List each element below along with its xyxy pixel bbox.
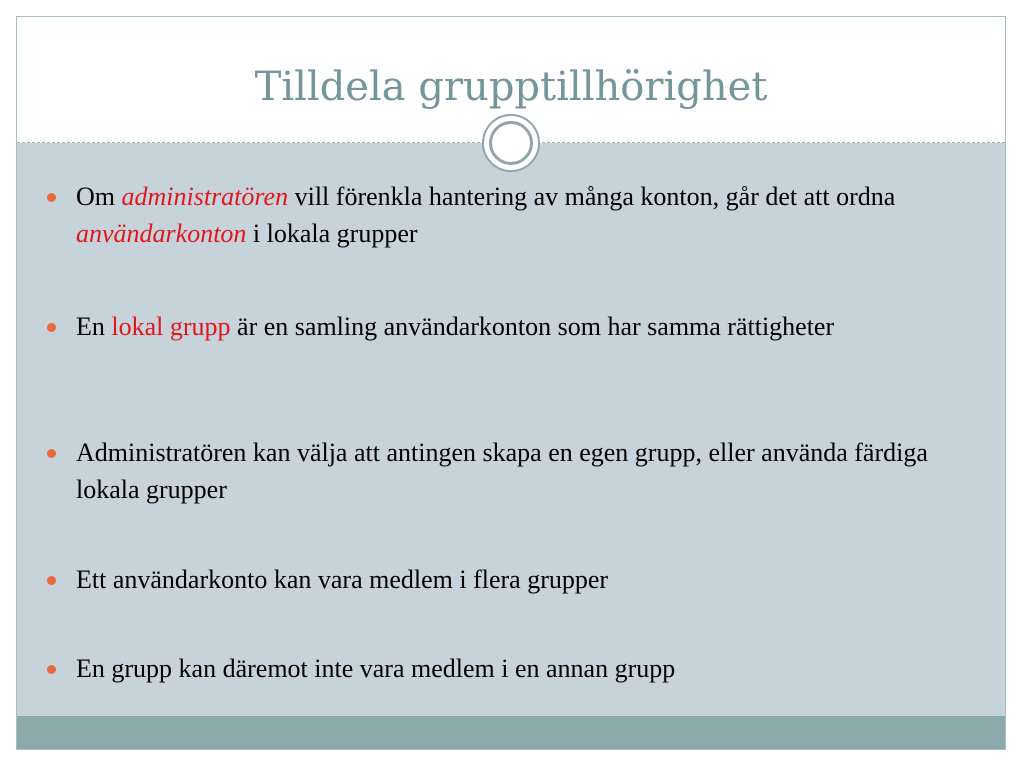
text-run: är en samling användarkonton som har samma rättigheter <box>230 312 835 341</box>
text-run: En <box>76 312 112 341</box>
bullet-dot-icon <box>47 665 56 674</box>
emphasis-run: lokal grupp <box>111 312 231 341</box>
bullet-text: Ett användarkonto kan vara medlem i flera grupper <box>76 565 609 594</box>
bullet-text: Administratören kan välja att antingen skapa en egen grupp, eller använda färdiga lokala grupper <box>76 438 928 504</box>
slide-title: Tilldela grupptillhörighet <box>254 64 768 110</box>
bullet-text <box>76 178 956 252</box>
ring-ornament-icon <box>482 114 540 172</box>
text-run: i lokala grupper <box>246 219 418 248</box>
bullet-dot-icon <box>47 193 56 202</box>
text-run: Om <box>76 182 122 211</box>
bullet-dot-icon <box>47 576 56 585</box>
bullet-dot-icon <box>47 449 56 458</box>
bullet-text: En grupp kan däremot inte vara medlem i en annan grupp <box>76 654 676 683</box>
text-run: vill förenkla hantering av många konton, går det att ordna <box>288 182 896 211</box>
footer-band <box>17 716 1005 749</box>
emphasis-run: administratören <box>121 182 289 211</box>
emphasis-run: användarkonton <box>76 219 247 248</box>
bullet-text <box>76 308 956 345</box>
bullet-dot-icon <box>47 323 56 332</box>
